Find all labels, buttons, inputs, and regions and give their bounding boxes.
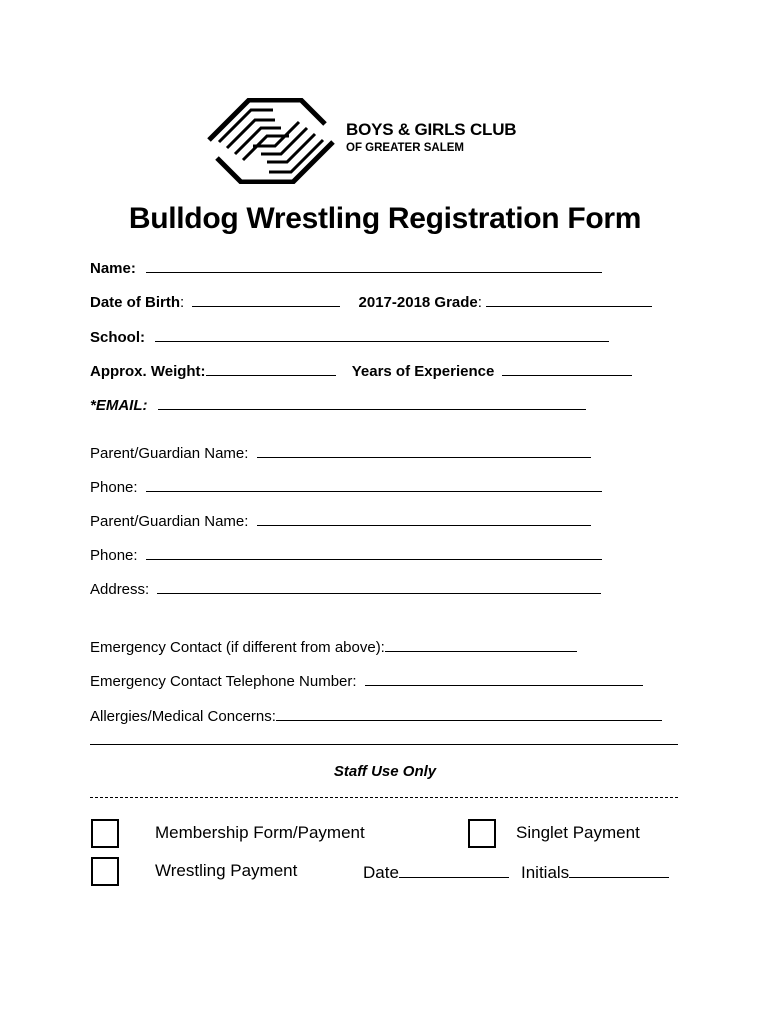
grade-colon: : [477, 294, 482, 311]
phone1-label: Phone: [90, 479, 138, 496]
parent1-row [90, 443, 591, 463]
school-row [90, 327, 609, 347]
school-label: School: [90, 329, 145, 346]
dob-label: Date of Birth [90, 294, 180, 311]
email-row [90, 395, 586, 415]
date-row [363, 861, 509, 883]
singlet-checkbox[interactable] [468, 819, 496, 848]
logo-subtitle: OF GREATER SALEM [346, 142, 464, 154]
weight-experience-row [90, 361, 632, 381]
date-label: Date [363, 863, 399, 882]
page-title: Bulldog Wrestling Registration Form [128, 202, 642, 235]
dob-colon: : [180, 294, 185, 311]
emergency-contact-label: Emergency Contact (if different from above): [90, 639, 385, 656]
initials-label: Initials [521, 863, 570, 882]
grade-field[interactable] [486, 292, 652, 307]
logo-name: BOYS & GIRLS CLUB [346, 120, 517, 139]
emergency-phone-label: Emergency Contact Telephone Number: [90, 673, 357, 690]
allergies-field[interactable] [276, 706, 662, 721]
weight-field[interactable] [206, 361, 336, 376]
wrestling-label: Wrestling Payment [155, 861, 298, 880]
phone2-row [90, 545, 602, 565]
membership-checkbox[interactable] [91, 819, 119, 848]
school-field[interactable] [155, 327, 609, 342]
address-row [90, 579, 601, 599]
phone2-field[interactable] [146, 545, 602, 560]
phone2-label: Phone: [90, 547, 138, 564]
address-field[interactable] [157, 579, 601, 594]
emergency-contact-field[interactable] [385, 637, 577, 652]
membership-label: Membership Form/Payment [155, 823, 365, 842]
email-label: *EMAIL: [90, 397, 148, 414]
allergies-label: Allergies/Medical Concerns: [90, 708, 276, 725]
dashed-divider [90, 797, 678, 798]
name-label: Name: [90, 260, 136, 277]
parent1-field[interactable] [257, 443, 591, 458]
parent2-row [90, 511, 591, 531]
experience-label: Years of Experience [351, 363, 495, 380]
parent1-label: Parent/Guardian Name: [90, 445, 249, 462]
dob-field[interactable] [192, 292, 340, 307]
name-field[interactable] [146, 258, 602, 273]
initials-field[interactable] [569, 861, 669, 878]
allergies-row [90, 706, 662, 726]
allergies-continuation-line[interactable] [90, 744, 678, 745]
emergency-phone-row [90, 671, 643, 691]
email-field[interactable] [158, 395, 586, 410]
staff-use-heading: Staff Use Only [333, 763, 437, 780]
parent2-field[interactable] [257, 511, 591, 526]
date-field[interactable] [399, 861, 509, 878]
weight-label: Approx. Weight: [90, 363, 206, 380]
grade-label: 2017-2018 Grade [358, 294, 478, 311]
clasped-hands-logo-icon [205, 98, 337, 184]
club-logo [205, 98, 565, 184]
initials-row [521, 861, 669, 883]
emergency-contact-row [90, 637, 577, 657]
wrestling-checkbox[interactable] [91, 857, 119, 886]
phone1-row [90, 477, 602, 497]
dob-grade-row [90, 292, 652, 312]
singlet-label: Singlet Payment [516, 823, 640, 842]
emergency-phone-field[interactable] [365, 671, 643, 686]
experience-field[interactable] [502, 361, 632, 376]
phone1-field[interactable] [146, 477, 602, 492]
parent2-label: Parent/Guardian Name: [90, 513, 249, 530]
name-row [90, 258, 602, 278]
address-label: Address: [90, 581, 150, 598]
